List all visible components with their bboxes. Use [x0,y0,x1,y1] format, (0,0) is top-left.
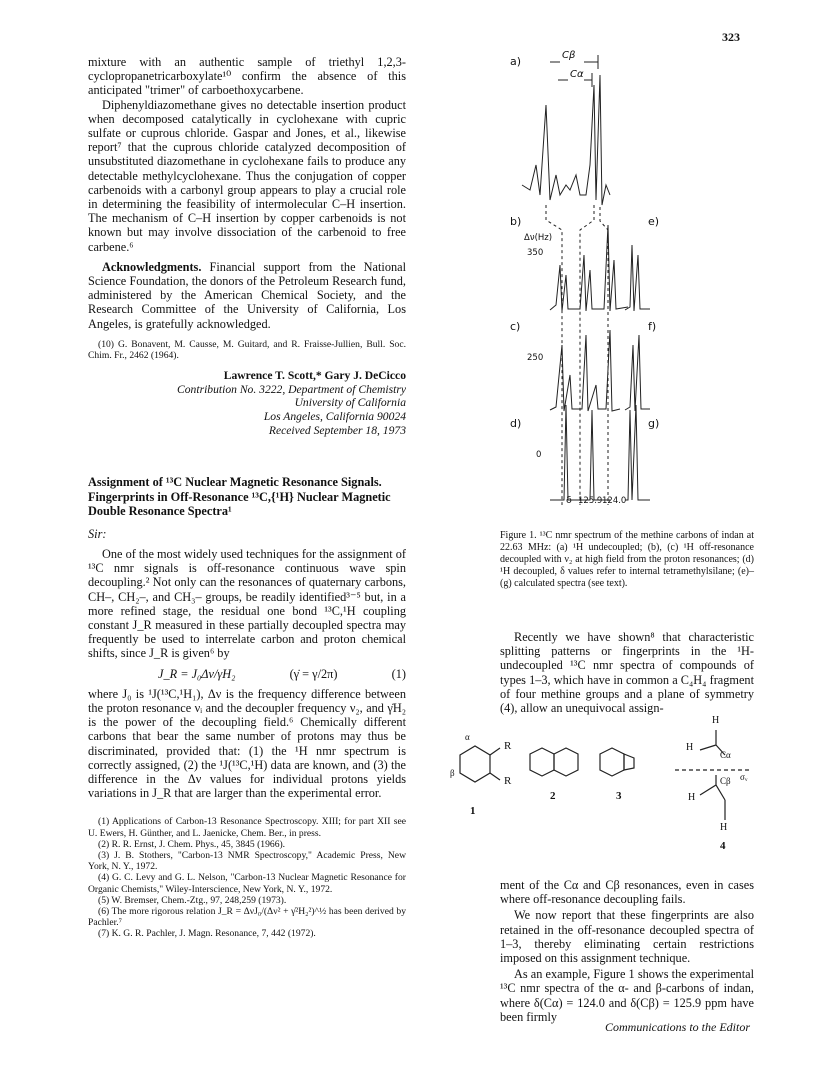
compound-4-number: 4 [720,840,726,852]
paragraph: Recently we have shown⁸ that characteristic splitting patterns or fingerprints in the ¹H-undecoupled ¹³C nmr spectra of compounds of types 1–3, which have in common a C₄H₄ fragment of four methine groups and a plane of symmetry (4), allow an unequivocal assign- [500,630,754,716]
equation-number: (1) [391,666,406,681]
delta-nu-label: Δν(Hz) [524,233,553,243]
right-column-bottom [500,878,754,1024]
c-alpha-bracket [558,73,592,87]
c-beta-label: Cβ [562,50,576,61]
panel-label-g: g) [648,417,660,430]
spectrum-g [625,405,650,500]
spectrum-c [550,330,620,411]
structures [420,710,760,860]
reference: (7) K. G. R. Pachler, J. Magn. Resonance, 7, 442 (1972). [98,928,316,940]
structure-drawings [420,710,760,860]
spectrum-b [550,225,628,311]
panel-label-c: c) [510,320,521,333]
equation-condition: (γ̇ = γ/2π) [289,666,338,681]
alpha-label: α [465,732,470,742]
figure-1 [500,45,750,515]
acknowledgments-text: Financial support from the National Science Foundation, the donors of the Petroleum Research fund, administered by the American Chemical Society, and the Research Committee of the University of California, Los Angeles, is gratefully acknowledged. [88,259,406,331]
tick-250: 250 [527,353,544,363]
h-label: H [720,822,728,833]
h-label: H [686,742,694,753]
affiliation-line: University of California [294,396,406,410]
h-label: H [688,792,696,803]
fragment-4 [700,730,725,820]
benzene-ring [460,746,490,782]
panel-label-f: f) [648,320,657,333]
reference: (4) G. C. Levy and G. L. Nelson, "Carbon-13 Nuclear Magnetic Resonance for Organic Chemists," Wiley-Interscience, New York, N. Y., 1972. [88,872,406,895]
panel-label-d: d) [510,417,522,430]
delta-value: 124.0 [602,496,627,506]
received-date: Received September 18, 1973 [268,423,406,437]
c-beta-bracket [550,55,598,69]
delta-symbol: δ [566,495,572,506]
tick-350: 350 [527,248,544,258]
ring-2b [554,748,578,776]
references [88,816,406,939]
compound-3-number: 3 [616,790,622,802]
salutation: Sir: [88,526,107,541]
sigma-label: σᵥ [740,772,748,782]
figure-caption: Figure 1. ¹³C nmr spectrum of the methine carbons of indan at 22.63 MHz: (a) ¹H undecoupled; (b), (c) ¹H off-resonance decoupled with ν₂ at high field from the proton resonances; (d) ¹H decoupled, δ values refer to internal tetramethylsilane; (e)–(g) calculated spectra (see text). [500,530,754,589]
c-alpha-label: Cα [720,750,731,760]
equation-1 [88,667,406,681]
spectra-drawing [500,45,750,515]
acknowledgments [88,260,406,331]
r-label: R [504,775,512,787]
guide-lines [546,205,608,505]
reference-10: (10) G. Bonavent, M. Causse, M. Guitard, and R. Fraisse-Jullien, Bull. Soc. Chim. Fr., 2462 (1964). [88,338,406,362]
h-label: H [712,715,720,726]
spectrum-a [522,75,610,205]
ring-3b [624,754,634,770]
affiliation-line: Los Angeles, California 90024 [263,410,406,424]
paragraph: ment of the Cα and Cβ resonances, even in cases where off-resonance decoupling fails. [500,878,754,907]
ring-2a [530,748,554,776]
panel-label-a: a) [510,55,522,68]
ring-3a [600,748,624,776]
authors: Lawrence T. Scott,* Gary J. DeCicco [223,369,406,383]
spectrum-e [625,245,650,311]
paragraph: We now report that these fingerprints are also retained in the off-resonance decoupled spectra of 1–3, thereby eliminating certain restrictions imposed on this assignment technique. [500,908,754,966]
tick-0: 0 [536,450,542,460]
paragraph: As an example, Figure 1 shows the experimental ¹³C nmr spectra of the α- and β-carbons of indan, where δ(Cα) = 124.0 and δ(Cβ) = 125.9 ppm have been firmly [500,967,754,1024]
reference: (3) J. B. Stothers, "Carbon-13 NMR Spectroscopy," Academic Press, New York, N. Y., 1972. [88,850,406,873]
paragraph: Diphenyldiazomethane gives no detectable insertion product when decomposed catalytically in cyclohexane with cupric sulfate or cuprous chloride. Gaspar and Jones, et al., likewise report⁷ that the cuprous chloride catalyzed decomposition of unsubstituted diazomethane in cyclohexane fails to produce any detectable methylcyclohexane. Thus the conjugation of copper carbenoids with a carbonyl group appears to play a crucial role in determining the feasibility of intermolecular C–H insertion. The mechanism of C–H insertion by copper carbenoids is not known but may involve dissociation of the carbenoid to free carbene.⁶ [88,97,406,254]
r-label: R [504,740,512,752]
acknowledgments-heading: Acknowledgments. [102,259,202,274]
spectrum-f [625,335,650,411]
beta-label: β [450,768,455,778]
affiliation-line: Contribution No. 3222, Department of Chemistry [177,382,406,396]
compound-2-number: 2 [550,790,556,802]
reference: (6) The more rigorous relation J_R = ΔνJ₀/(Δν² + γ̇²H₂²)^½ has been derived by Pachler.⁷ [88,906,406,929]
reference: (5) W. Bremser, Chem.-Ztg., 97, 248,259 (1973). [98,894,287,906]
c-alpha-label: Cα [570,69,584,80]
equation-text: J_R = J₀Δν/γ̇H₂ [158,666,236,681]
c-beta-label: Cβ [720,776,731,786]
compound-1-number: 1 [470,805,476,817]
paragraph: mixture with an authentic sample of triethyl 1,2,3-cyclopropanetricarboxylate¹⁰ confirm the absence of this anticipated "trimer" of carboethoxycarbene. [88,55,406,98]
left-column [88,55,406,940]
footer: Communications to the Editor [605,1020,750,1034]
right-column-top [500,630,754,715]
page-number: 323 [722,30,740,44]
paragraph: where J₀ is ¹J(¹³C,¹H₁), Δν is the frequency difference between the proton resonance νᵢ and the decoupler frequency ν₂, and γ̇H₂ is the power of the decoupling field.⁶ Chemically different carbons that bear the same number of protons may thus be discriminated, provided that: (1) the ¹H nmr spectrum is correctly assigned, (2) the ¹J(¹³C,¹H) data are known, and (3) the difference in the Δν values for individual protons yields variations in J_R that are larger than the experimental error. [88,686,406,801]
reference: (2) R. R. Ernst, J. Chem. Phys., 45, 3845 (1966). [98,838,286,850]
reference: (1) Applications of Carbon-13 Resonance Spectroscopy. XIII; for part XII see U. Ewers, H. Günther, and L. Jaenicke, Chem. Ber., in press. [88,816,406,839]
paragraph: One of the most widely used techniques for the assignment of ¹³C nmr signals is off-resonance continuous wave spin decoupling.² Not only can the resonances of quaternary carbons, CH–, CH₂–, and CH₃– groups, be readily identified³⁻⁵ but, in a more refined stage, the residual one bond ¹³C,¹H coupling constant J_R measured in these partially decoupled spectra may frequently be used to interrelate carbon and proton chemical shifts, since J_R is given⁶ by [88,546,406,661]
panel-label-b: b) [510,215,522,228]
article-title: Assignment of ¹³C Nuclear Magnetic Resonance Signals. Fingerprints in Off-Resonance ¹³C,{¹H} Nuclear Magnetic Double Resonance Spectra¹ [88,475,391,519]
delta-value: 125.9 [578,496,603,506]
panel-label-e: e) [648,215,660,228]
